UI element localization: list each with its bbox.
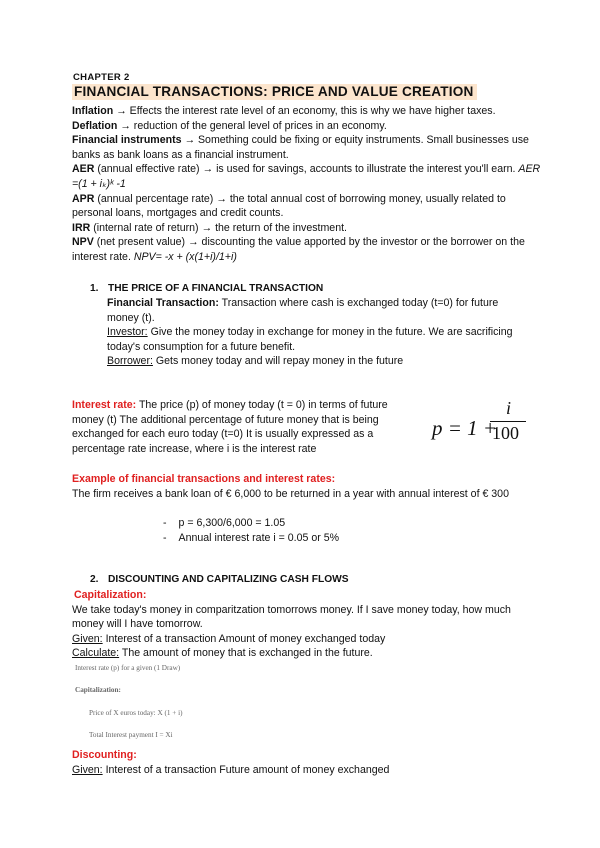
npv-formula: NPV= -x + (x(1+i)/1+i)	[133, 250, 237, 263]
definition-apr: APR (annual percentage rate) → the total annual cost of borrowing money, usually related to personal loans, mortgages and credit counts.	[72, 192, 506, 220]
example-bullet: - p = 6,300/6,000 = 1.05	[163, 517, 286, 529]
capitalization-block	[72, 588, 542, 661]
example-bullet: - Annual interest rate i = 0.05 or 5%	[163, 532, 340, 544]
discounting-given: Given: Interest of a transaction Future amount of money exchanged	[72, 763, 390, 776]
definition-irr: IRR (internal rate of return) → the return of the investment.	[72, 221, 347, 234]
discounting-label: Discounting:	[72, 749, 137, 761]
section-1-body	[107, 296, 527, 369]
example-text: The firm receives a bank loan of € 6,000 to be returned in a year with annual interest of € 300	[72, 487, 509, 500]
definition-financial-instruments: Financial instruments → Something could be fixing or equity instruments. Small businesses use banks as bank loans as a financial instrument.	[72, 134, 529, 161]
interest-formula: p = 1 + i 100	[432, 398, 532, 446]
example-heading: Example of financial transactions and interest rates:	[72, 473, 336, 485]
financial-transaction-definition: Financial Transaction: Transaction where cash is exchanged today (t=0) for future money (t).	[107, 297, 499, 324]
capitalization-text: We take today's money in comparitzation tomorrows money. If I save money today, how much money will I have tomorrow.	[72, 603, 511, 631]
calculate-line: Calculate: The amount of money that is exchanged in the future.	[72, 647, 373, 660]
definition-npv: NPV (net present value) → discounting the value apported by the investor or the borrower on the interest rate. NPV= -x + (x(1+i)/1+i)	[72, 236, 525, 263]
example-block	[72, 472, 542, 501]
borrower-definition: Borrower: Gets money today and will repay money in the future	[107, 355, 404, 368]
definition-inflation: Inflation → Effects the interest rate level of an economy, this is why we have higher taxes.	[72, 105, 496, 117]
page-title: FINANCIAL TRANSACTIONS: PRICE AND VALUE CREATION	[72, 84, 477, 100]
chapter-label: CHAPTER 2	[73, 72, 130, 83]
aer-formula: AER =(1 + iₖ)ᵏ -1	[72, 163, 541, 190]
investor-definition: Investor: Give the money today in exchange for money in the future. We are sacrificing today's consumption for a future benefit.	[107, 326, 513, 353]
section-2-heading: 2. DISCOUNTING AND CAPITALIZING CASH FLOWS	[90, 574, 349, 585]
embedded-formula-image: Interest rate (p) for a given (1 Draw) Capitalization: Price of X euros today: X (1 + i) Total Interest payment I = Xi	[75, 664, 183, 739]
discounting-block	[72, 748, 542, 777]
interest-rate-paragraph: Interest rate: The price (p) of money today (t = 0) in terms of future money (t) The additional percentage of future money that is being exchanged for each euro today (t=0) It is usually expressed as a percentage rate increase, where i is the interest rate	[72, 399, 388, 455]
interest-rate-label: Interest rate:	[72, 399, 137, 411]
definition-deflation: Deflation → reduction of the general level of prices in an economy.	[72, 119, 387, 132]
definition-aer: AER (annual effective rate) → is used for savings, accounts to illustrate the interest you'll earn. AER =(1 + iₖ)ᵏ -1	[72, 163, 541, 190]
definitions-block	[72, 104, 542, 265]
section-1-heading: 1. THE PRICE OF A FINANCIAL TRANSACTION	[90, 283, 324, 294]
given-line: Given: Interest of a transaction Amount of money exchanged today	[72, 632, 386, 645]
capitalization-label: Capitalization:	[74, 589, 147, 601]
